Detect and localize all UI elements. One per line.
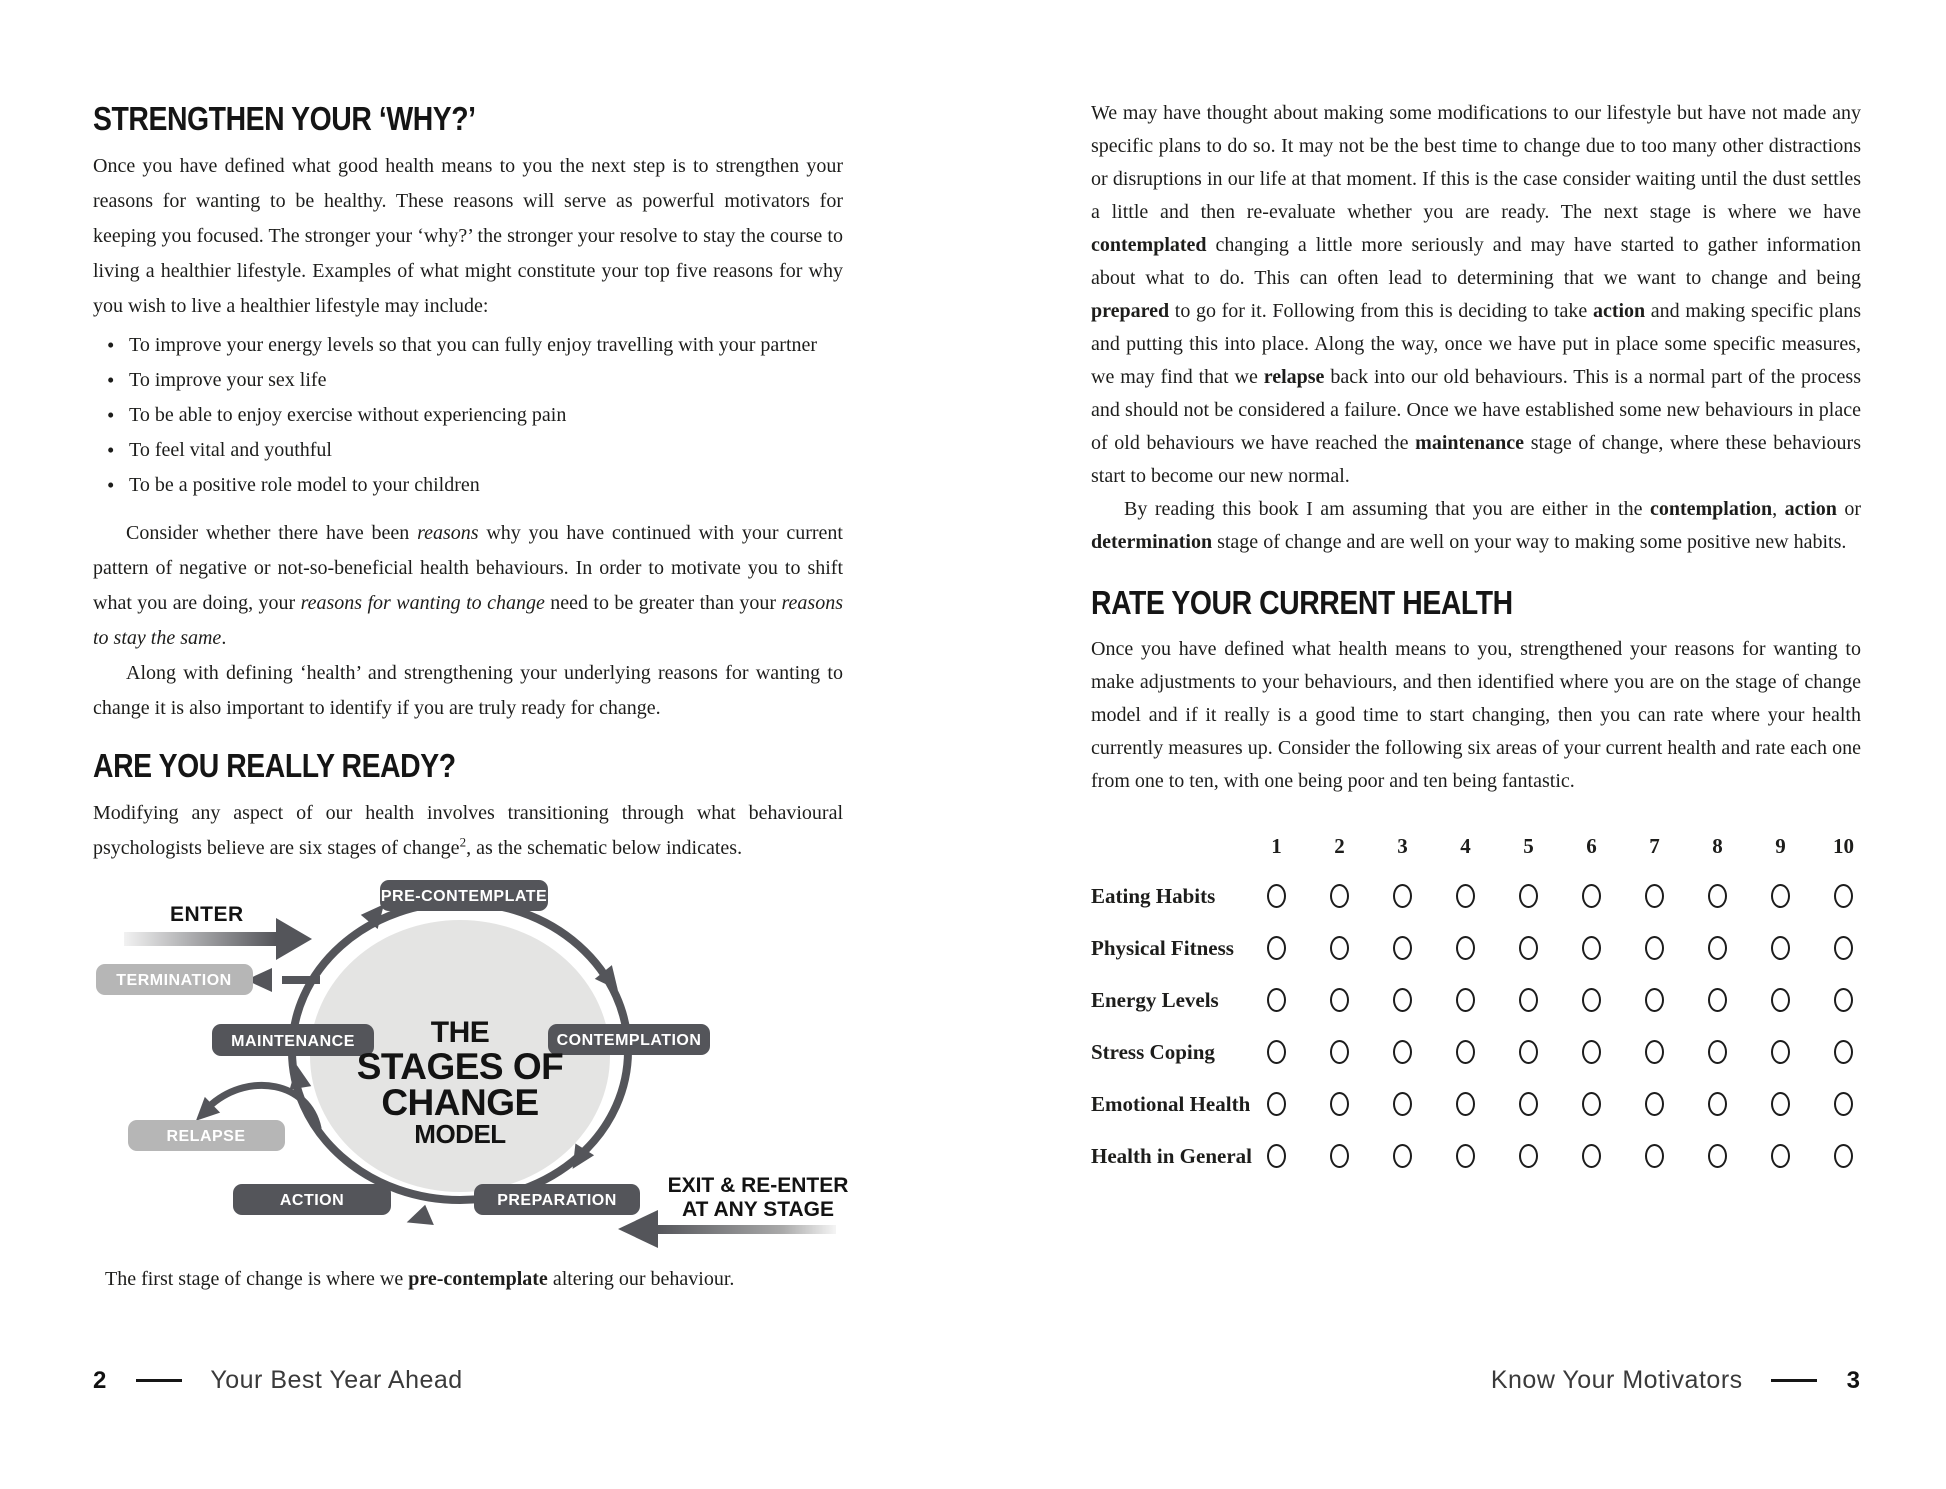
table-cell <box>1371 1026 1434 1078</box>
rating-row-label: Energy Levels <box>1091 988 1219 1012</box>
enter-arrow-shaft <box>124 932 276 946</box>
stage-label-termination: TERMINATION <box>116 972 232 989</box>
table-cell <box>1560 1078 1623 1130</box>
rating-circle[interactable] <box>1267 988 1286 1012</box>
table-cell <box>1749 922 1812 974</box>
rating-circle[interactable] <box>1267 1092 1286 1116</box>
table-cell <box>1497 1130 1560 1182</box>
rating-circle[interactable] <box>1330 1092 1349 1116</box>
table-cell <box>1686 974 1749 1026</box>
footer-chapter-title: Know Your Motivators <box>1490 1366 1743 1394</box>
stage-label-maintenance: MAINTENANCE <box>231 1033 355 1050</box>
rating-row-label: Eating Habits <box>1091 884 1216 908</box>
rating-circle[interactable] <box>1645 1040 1664 1064</box>
table-cell <box>1623 1026 1686 1078</box>
stage-label-contemplation: CONTEMPLATION <box>556 1032 702 1049</box>
table-cell <box>1245 1078 1308 1130</box>
rating-circle[interactable] <box>1834 884 1853 908</box>
bullet-item: • To improve your energy levels so that you can fully enjoy travelling with your partner <box>129 328 843 363</box>
rating-circle[interactable] <box>1582 1092 1601 1116</box>
stage-label-relapse: RELAPSE <box>166 1128 246 1145</box>
rating-circle[interactable] <box>1393 1092 1412 1116</box>
rating-scale-number: 4 <box>1460 834 1471 858</box>
model-title-line4: MODEL <box>414 1119 506 1149</box>
rating-circle[interactable] <box>1393 988 1412 1012</box>
table-cell <box>1308 1130 1371 1182</box>
table-cell <box>1371 870 1434 922</box>
footer-rule <box>1771 1379 1817 1382</box>
paragraph-define-health: Once you have defined what good health means to you the next step is to strengthen your reasons for wanting to be healthy. These reasons will serve as powerful motivators for keeping you focused. The stronger your ‘why?’ the stronger your resolve to stay the course to living a healthier lifestyle. Examples of what might constitute your top five reasons for why you wish to live a healthier lifestyle may include: <box>93 155 843 317</box>
rating-circle[interactable] <box>1708 1040 1727 1064</box>
stage-label-pre-contemplate: PRE-CONTEMPLATE <box>380 888 548 905</box>
table-cell <box>1245 922 1308 974</box>
diagram-caption: The first stage of change is where we pre-contemplate altering our behaviour. <box>105 1268 735 1290</box>
rating-circle[interactable] <box>1456 1144 1475 1168</box>
table-cell <box>1308 870 1371 922</box>
rating-table-corner <box>1091 822 1245 870</box>
table-cell <box>1434 1026 1497 1078</box>
table-cell <box>1749 974 1812 1026</box>
rating-circle[interactable] <box>1771 884 1790 908</box>
table-cell <box>1371 1078 1434 1130</box>
rating-circle[interactable] <box>1456 1040 1475 1064</box>
rating-circle[interactable] <box>1645 936 1664 960</box>
rating-circle[interactable] <box>1519 988 1538 1012</box>
bullet-item: • To improve your sex life <box>129 363 843 398</box>
rating-circle[interactable] <box>1645 988 1664 1012</box>
table-cell <box>1434 922 1497 974</box>
rating-row-label: Health in General <box>1091 1144 1252 1168</box>
rating-circle[interactable] <box>1645 884 1664 908</box>
rating-circle[interactable] <box>1771 1144 1790 1168</box>
exit-arrow-head-icon <box>618 1210 658 1248</box>
table-cell <box>1812 922 1875 974</box>
table-cell <box>1749 1130 1812 1182</box>
table-cell <box>1560 1130 1623 1182</box>
table-cell <box>1371 922 1434 974</box>
table-cell <box>1749 1026 1812 1078</box>
enter-label: ENTER <box>170 903 244 926</box>
table-cell <box>1497 1078 1560 1130</box>
bullet-item: • To be able to enjoy exercise without experiencing pain <box>129 398 843 433</box>
rating-scale-number: 10 <box>1833 834 1854 858</box>
rating-circle[interactable] <box>1267 1144 1286 1168</box>
bullet-list-reasons <box>93 328 843 503</box>
table-cell <box>1560 1026 1623 1078</box>
table-cell <box>1560 922 1623 974</box>
rating-circle[interactable] <box>1393 1040 1412 1064</box>
table-cell <box>1308 1026 1371 1078</box>
rating-circle[interactable] <box>1645 1092 1664 1116</box>
rating-circle[interactable] <box>1519 936 1538 960</box>
rating-circle[interactable] <box>1267 884 1286 908</box>
table-cell <box>1686 1130 1749 1182</box>
section-heading-are-you-really-ready: ARE YOU REALLY READY? <box>93 747 456 784</box>
bullet-item: • To be a positive role model to your children <box>129 468 843 503</box>
rating-circle[interactable] <box>1834 1092 1853 1116</box>
table-cell <box>1245 1130 1308 1182</box>
table-cell <box>1623 1078 1686 1130</box>
section-heading-rate-your-current-health: RATE YOUR CURRENT HEALTH <box>1091 584 1513 621</box>
table-cell <box>1812 1130 1875 1182</box>
table-cell <box>1245 1026 1308 1078</box>
rating-circle[interactable] <box>1771 1092 1790 1116</box>
table-cell <box>1434 1078 1497 1130</box>
rating-row-label: Emotional Health <box>1091 1092 1251 1116</box>
rating-circle[interactable] <box>1708 884 1727 908</box>
termination-arrow-shaft <box>282 976 320 984</box>
paragraph-by-reading-this-book: By reading this book I am assuming that you are either in the contemplation, action or determination stage of change and are well on your way to making some positive new habits. <box>1091 498 1862 553</box>
paragraph-consider-reasons: Consider whether there have been reasons why you have continued with your current pattern of negative or not-so-beneficial health behaviours. In order to motivate you to shift what you are doing, your reasons for wanting to change need to be greater than your reasons to stay the same. <box>93 522 843 649</box>
table-cell <box>1308 974 1371 1026</box>
footer-page-number: 2 <box>93 1366 107 1394</box>
rating-scale-number: 6 <box>1586 834 1597 858</box>
footer-left <box>93 1366 463 1395</box>
table-cell <box>1686 1078 1749 1130</box>
table-cell <box>1686 922 1749 974</box>
table-cell <box>1497 974 1560 1026</box>
table-cell <box>1812 974 1875 1026</box>
paragraph-rate-intro: Once you have defined what health means to you, strengthened your reasons for wanting to make adjustments to your behaviours, and then identified where you are on the stage of change model and if it really is a good time to start changing, then you can rate where your health currently measures up. Consider the following six areas of your current health and rate each one from one to ten, with one being poor and ten being fantastic. <box>1091 638 1861 792</box>
rating-scale-number: 1 <box>1271 834 1282 858</box>
bullet-item: • To feel vital and youthful <box>129 433 843 468</box>
rating-circle[interactable] <box>1519 1040 1538 1064</box>
exit-label-line2: AT ANY STAGE <box>681 1198 835 1221</box>
table-cell <box>1812 1078 1875 1130</box>
footer-page-number: 3 <box>1846 1366 1860 1394</box>
stages-of-change-diagram <box>70 876 850 1254</box>
stage-label-preparation: PREPARATION <box>497 1192 617 1209</box>
rating-circle[interactable] <box>1582 936 1601 960</box>
rating-circle[interactable] <box>1330 936 1349 960</box>
rating-circle[interactable] <box>1771 936 1790 960</box>
rating-circle[interactable] <box>1267 1040 1286 1064</box>
rating-scale-number: 7 <box>1649 834 1660 858</box>
rating-circle[interactable] <box>1393 936 1412 960</box>
table-cell <box>1434 974 1497 1026</box>
rating-circle[interactable] <box>1834 988 1853 1012</box>
table-cell <box>1686 870 1749 922</box>
rating-circle[interactable] <box>1771 988 1790 1012</box>
rating-circle[interactable] <box>1834 936 1853 960</box>
ring-arrowhead-icon <box>403 1204 434 1233</box>
rating-row-label: Stress Coping <box>1091 1040 1215 1064</box>
table-cell <box>1497 922 1560 974</box>
rating-circle[interactable] <box>1519 884 1538 908</box>
table-cell <box>1560 974 1623 1026</box>
stage-label-action: ACTION <box>279 1192 345 1209</box>
rating-circle[interactable] <box>1519 1144 1538 1168</box>
rating-circle[interactable] <box>1519 1092 1538 1116</box>
exit-arrow-shaft <box>656 1225 836 1234</box>
rating-circle[interactable] <box>1708 1144 1727 1168</box>
rating-circle[interactable] <box>1393 1144 1412 1168</box>
rating-row-label: Physical Fitness <box>1091 936 1234 960</box>
rating-circle[interactable] <box>1771 1040 1790 1064</box>
rating-circle[interactable] <box>1582 1144 1601 1168</box>
rating-circle[interactable] <box>1834 1144 1853 1168</box>
rating-circle[interactable] <box>1582 884 1601 908</box>
rating-circle[interactable] <box>1645 1144 1664 1168</box>
rating-table <box>1091 822 1861 1182</box>
rating-scale-number: 5 <box>1523 834 1534 858</box>
table-cell <box>1812 870 1875 922</box>
rating-circle[interactable] <box>1267 936 1286 960</box>
paragraph-stages-explained: We may have thought about making some modifications to our lifestyle but have not made any specific plans to do so. It may not be the best time to change due to too many other distractions or disruptions in our life at that moment. If this is the case consider waiting until the dust settles a little and then re-evaluate whether you are ready. The next stage is where we have contemplated changing a little more seriously and may have started to gather information about what to do. This can often lead to determining that we want to change and being prepared to go for it. Following from this is deciding to take action and making specific plans and putting this into place. Along the way, once we have put in place some specific measures, we may find that we relapse back into our old behaviours. This is a normal part of the process and should not be considered a failure. Once we have established some new behaviours in place of old behaviours we have reached the maintenance stage of change, where these behaviours start to become our new normal. <box>1091 102 1861 487</box>
table-cell <box>1749 870 1812 922</box>
table-cell <box>1308 922 1371 974</box>
rating-circle[interactable] <box>1708 988 1727 1012</box>
rating-scale-number: 9 <box>1775 834 1786 858</box>
rating-circle[interactable] <box>1330 988 1349 1012</box>
rating-circle[interactable] <box>1582 988 1601 1012</box>
table-cell <box>1623 974 1686 1026</box>
rating-circle[interactable] <box>1330 1040 1349 1064</box>
section-heading-strengthen-your-why: STRENGTHEN YOUR ‘WHY?’ <box>93 100 476 137</box>
rating-circle[interactable] <box>1708 936 1727 960</box>
rating-circle[interactable] <box>1582 1040 1601 1064</box>
table-cell <box>1497 870 1560 922</box>
model-title-line3: CHANGE <box>381 1082 539 1123</box>
rating-circle[interactable] <box>1330 1144 1349 1168</box>
table-cell <box>1749 1078 1812 1130</box>
model-title-line2: STAGES OF <box>356 1046 564 1087</box>
rating-scale-number: 2 <box>1334 834 1345 858</box>
table-cell <box>1371 974 1434 1026</box>
rating-circle[interactable] <box>1456 1092 1475 1116</box>
paragraph-along-with-defining: Along with defining ‘health’ and strengthening your underlying reasons for wanting to change it is also important to identify if you are truly ready for change. <box>93 662 843 719</box>
paragraph-six-stages: Modifying any aspect of our health involves transitioning through what behavioural psychologists believe are six stages of change$^2$, as the schematic below indicates. <box>93 802 843 859</box>
table-cell <box>1434 870 1497 922</box>
rating-circle[interactable] <box>1456 884 1475 908</box>
model-title-line1: THE <box>430 1016 490 1049</box>
table-cell <box>1686 1026 1749 1078</box>
table-cell <box>1812 1026 1875 1078</box>
table-cell <box>1371 1130 1434 1182</box>
table-cell <box>1623 1130 1686 1182</box>
rating-circle[interactable] <box>1456 988 1475 1012</box>
footer-rule <box>136 1379 182 1382</box>
rating-scale-number: 3 <box>1397 834 1408 858</box>
rating-circle[interactable] <box>1708 1092 1727 1116</box>
table-cell <box>1560 870 1623 922</box>
enter-arrow-head-icon <box>276 918 312 960</box>
page-left <box>93 0 849 1297</box>
rating-circle[interactable] <box>1456 936 1475 960</box>
footer-book-title: Your Best Year Ahead <box>210 1366 463 1394</box>
page-right <box>1091 0 1861 1182</box>
table-cell <box>1497 1026 1560 1078</box>
table-cell <box>1245 974 1308 1026</box>
rating-circle[interactable] <box>1393 884 1412 908</box>
rating-circle[interactable] <box>1330 884 1349 908</box>
rating-scale-number: 8 <box>1712 834 1723 858</box>
table-cell <box>1623 870 1686 922</box>
footer-right <box>1091 1366 1860 1395</box>
table-cell <box>1308 1078 1371 1130</box>
table-cell <box>1434 1130 1497 1182</box>
table-cell <box>1245 870 1308 922</box>
rating-circle[interactable] <box>1834 1040 1853 1064</box>
exit-label-line1: EXIT & RE-ENTER <box>667 1174 849 1197</box>
table-cell <box>1623 922 1686 974</box>
